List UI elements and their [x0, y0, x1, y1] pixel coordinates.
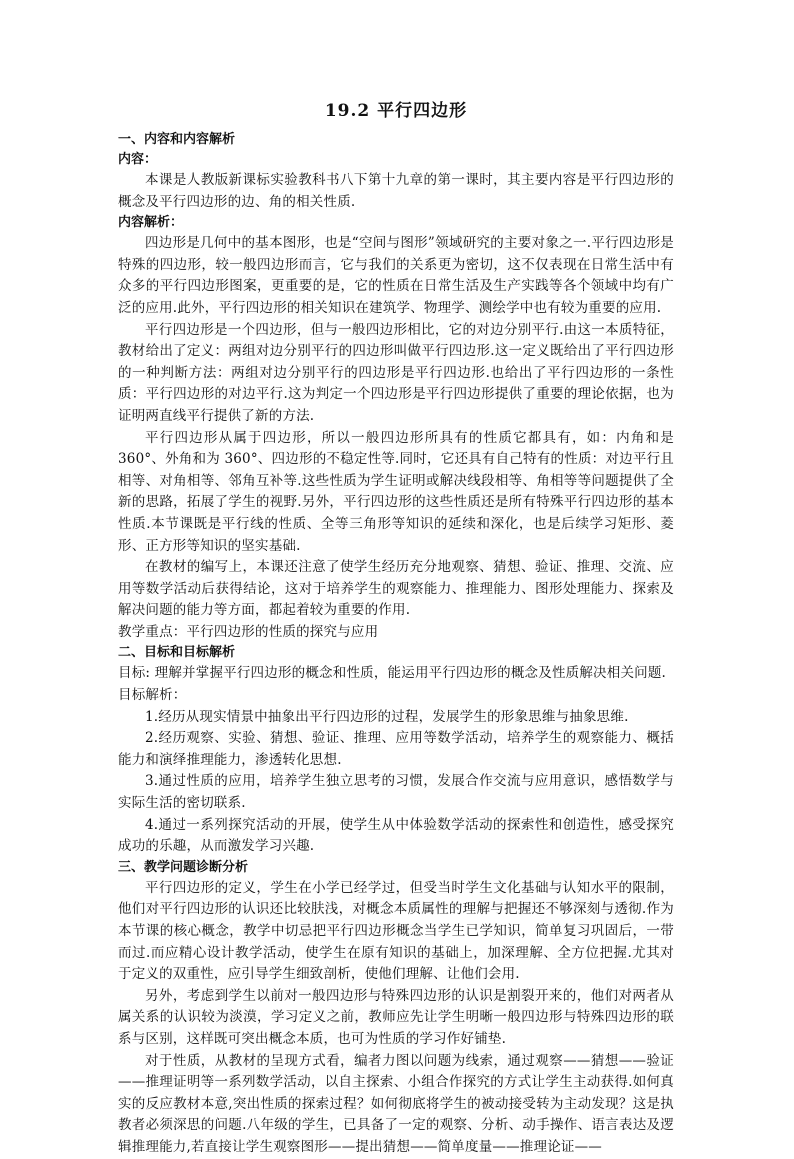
diagnosis-paragraph: 对于性质，从教材的呈现方式看，编者力图以问题为线索，通过观察——猜想——验证——推理证明等一系列数学活动，以自主探索、小组合作探究的方式让学生主动获得.如何真实的反应教材本意,突出性质的探索过程？如何彻底将学生的被动接受转为主动发现？这是执教者必须深思的问题.八年级的学生，已具备了一定的观察、分析、动手操作、语言表达及逻辑推理能力,若直接让学生观察图形——提出猜想——简单度量——推理论证——: [118, 1052, 674, 1155]
content-paragraph: 本课是人教版新课标实验教科书八下第十九章的第一课时，其主要内容是平行四边形的概念及平行四边形的边、角的相关性质.: [118, 172, 674, 210]
goal-item: 1.经历从现实情景中抽象出平行四边形的过程，发展学生的形象思维与抽象思维.: [145, 708, 629, 725]
analysis-paragraph: 平行四边形是一个四边形，但与一般四边形相比，它的对边分别平行.由这一本质特征，教材给出了定义：两组对边分别平行的四边形叫做平行四边形.这一定义既给出了平行四边形的一种判断方法：两组对边分别平行的四边形是平行四边形.也给出了平行四边形的一条性质：平行四边形的对边平行.这为判定一个四边形是平行四边形提供了重要的理论依据，也为证明两直线平行提供了新的方法.: [118, 321, 674, 424]
analysis-paragraph: 平行四边形从属于四边形，所以一般四边形所具有的性质它都具有，如：内角和是 360°、外角和为 360°、四边形的不稳定性等.同时，它还具有自己特有的性质：对边平行且相等、对角相等、邻角互补等.这些性质为学生证明或解决线段相等、角相等等问题提供了全新的思路，拓展了学生的视野.另外，平行四边形的这些性质还是所有特殊平行四边形的基本性质.本节课既是平行线的性质、全等三角形等知识的延续和深化，也是后续学习矩形、菱形、正方形等知识的坚实基础.: [118, 429, 674, 554]
goal-item: 4.通过一系列探究活动的开展，使学生从中体验数学活动的探索性和创造性，感受探究成功的乐趣，从而激发学习兴趣.: [118, 816, 674, 855]
analysis-paragraph: 在教材的编写上，本课还注意了使学生经历充分地观察、猜想、验证、推理、交流、应用等数学活动后获得结论，这对于培养学生的观察能力、推理能力、图形处理能力、探索及解决问题的能力等方面，都起着较为重要的作用.: [118, 559, 674, 619]
section-heading-goals: 二、目标和目标解析: [118, 645, 236, 661]
content-label: 内容：: [118, 152, 158, 167]
diagnosis-paragraph: 另外，考虑到学生以前对一般四边形与特殊四边形的认识是割裂开来的，他们对两者从属关系的认识较为淡漠，学习定义之前，教师应先让学生明晰一般四边形与特殊四边形的联系与区别，这样既可突出概念本质，也可为性质的学习作好铺垫.: [118, 987, 674, 1047]
content-analysis-label: 内容解析：: [118, 215, 184, 231]
goal-item: 3.通过性质的应用，培养学生独立思考的习惯，发展合作交流与应用意识，感悟数学与实际生活的密切联系.: [118, 773, 674, 812]
diagnosis-paragraph: 平行四边形的定义，学生在小学已经学过，但受当时学生文化基础与认知水平的限制，他们对平行四边形的认识还比较肤浅，对概念本质属性的理解与把握还不够深刻与透彻.作为本节课的核心概念，教学中切忌把平行四边形概念当学生已学知识，简单复习巩固后，一带而过.而应精心设计教学活动，使学生在原有知识的基础上，加深理解、全方位把握.尤其对于定义的双重性，应引导学生细致剖析，使他们理解、让他们会用.: [118, 879, 674, 983]
section-heading-diagnosis: 三、教学问题诊断分析: [118, 859, 249, 875]
goal-statement: 目标: 理解并掌握平行四边形的概念和性质，能运用平行四边形的概念及性质解决相关问题.: [118, 665, 667, 682]
goal-item: 2.经历观察、实验、猜想、验证、推理、应用等数学活动，培养学生的观察能力、概括能力和演绎推理能力，渗透转化思想.: [118, 730, 674, 768]
section-heading-content: 一、内容和内容解析: [118, 132, 236, 147]
analysis-paragraph: 四边形是几何中的基本图形，也是“空间与图形”领域研究的主要对象之一.平行四边形是特殊的四边形，较一般四边形而言，它与我们的关系更为密切，这不仅表现在日常生活中有众多的平行四边形图案，更重要的是，它的性质在日常生活及生产实践等各个领域中均有广泛的应用.此外，平行四边形的相关知识在建筑学、物理学、测绘学中也有较为重要的应用.: [118, 235, 674, 316]
goal-analysis-label: 目标解析：: [118, 687, 187, 704]
document-title: 19.2 平行四边形: [324, 101, 468, 121]
document-page: [118, 100, 674, 1159]
teaching-key-point: 教学重点：平行四边形的性质的探究与应用: [118, 623, 379, 640]
